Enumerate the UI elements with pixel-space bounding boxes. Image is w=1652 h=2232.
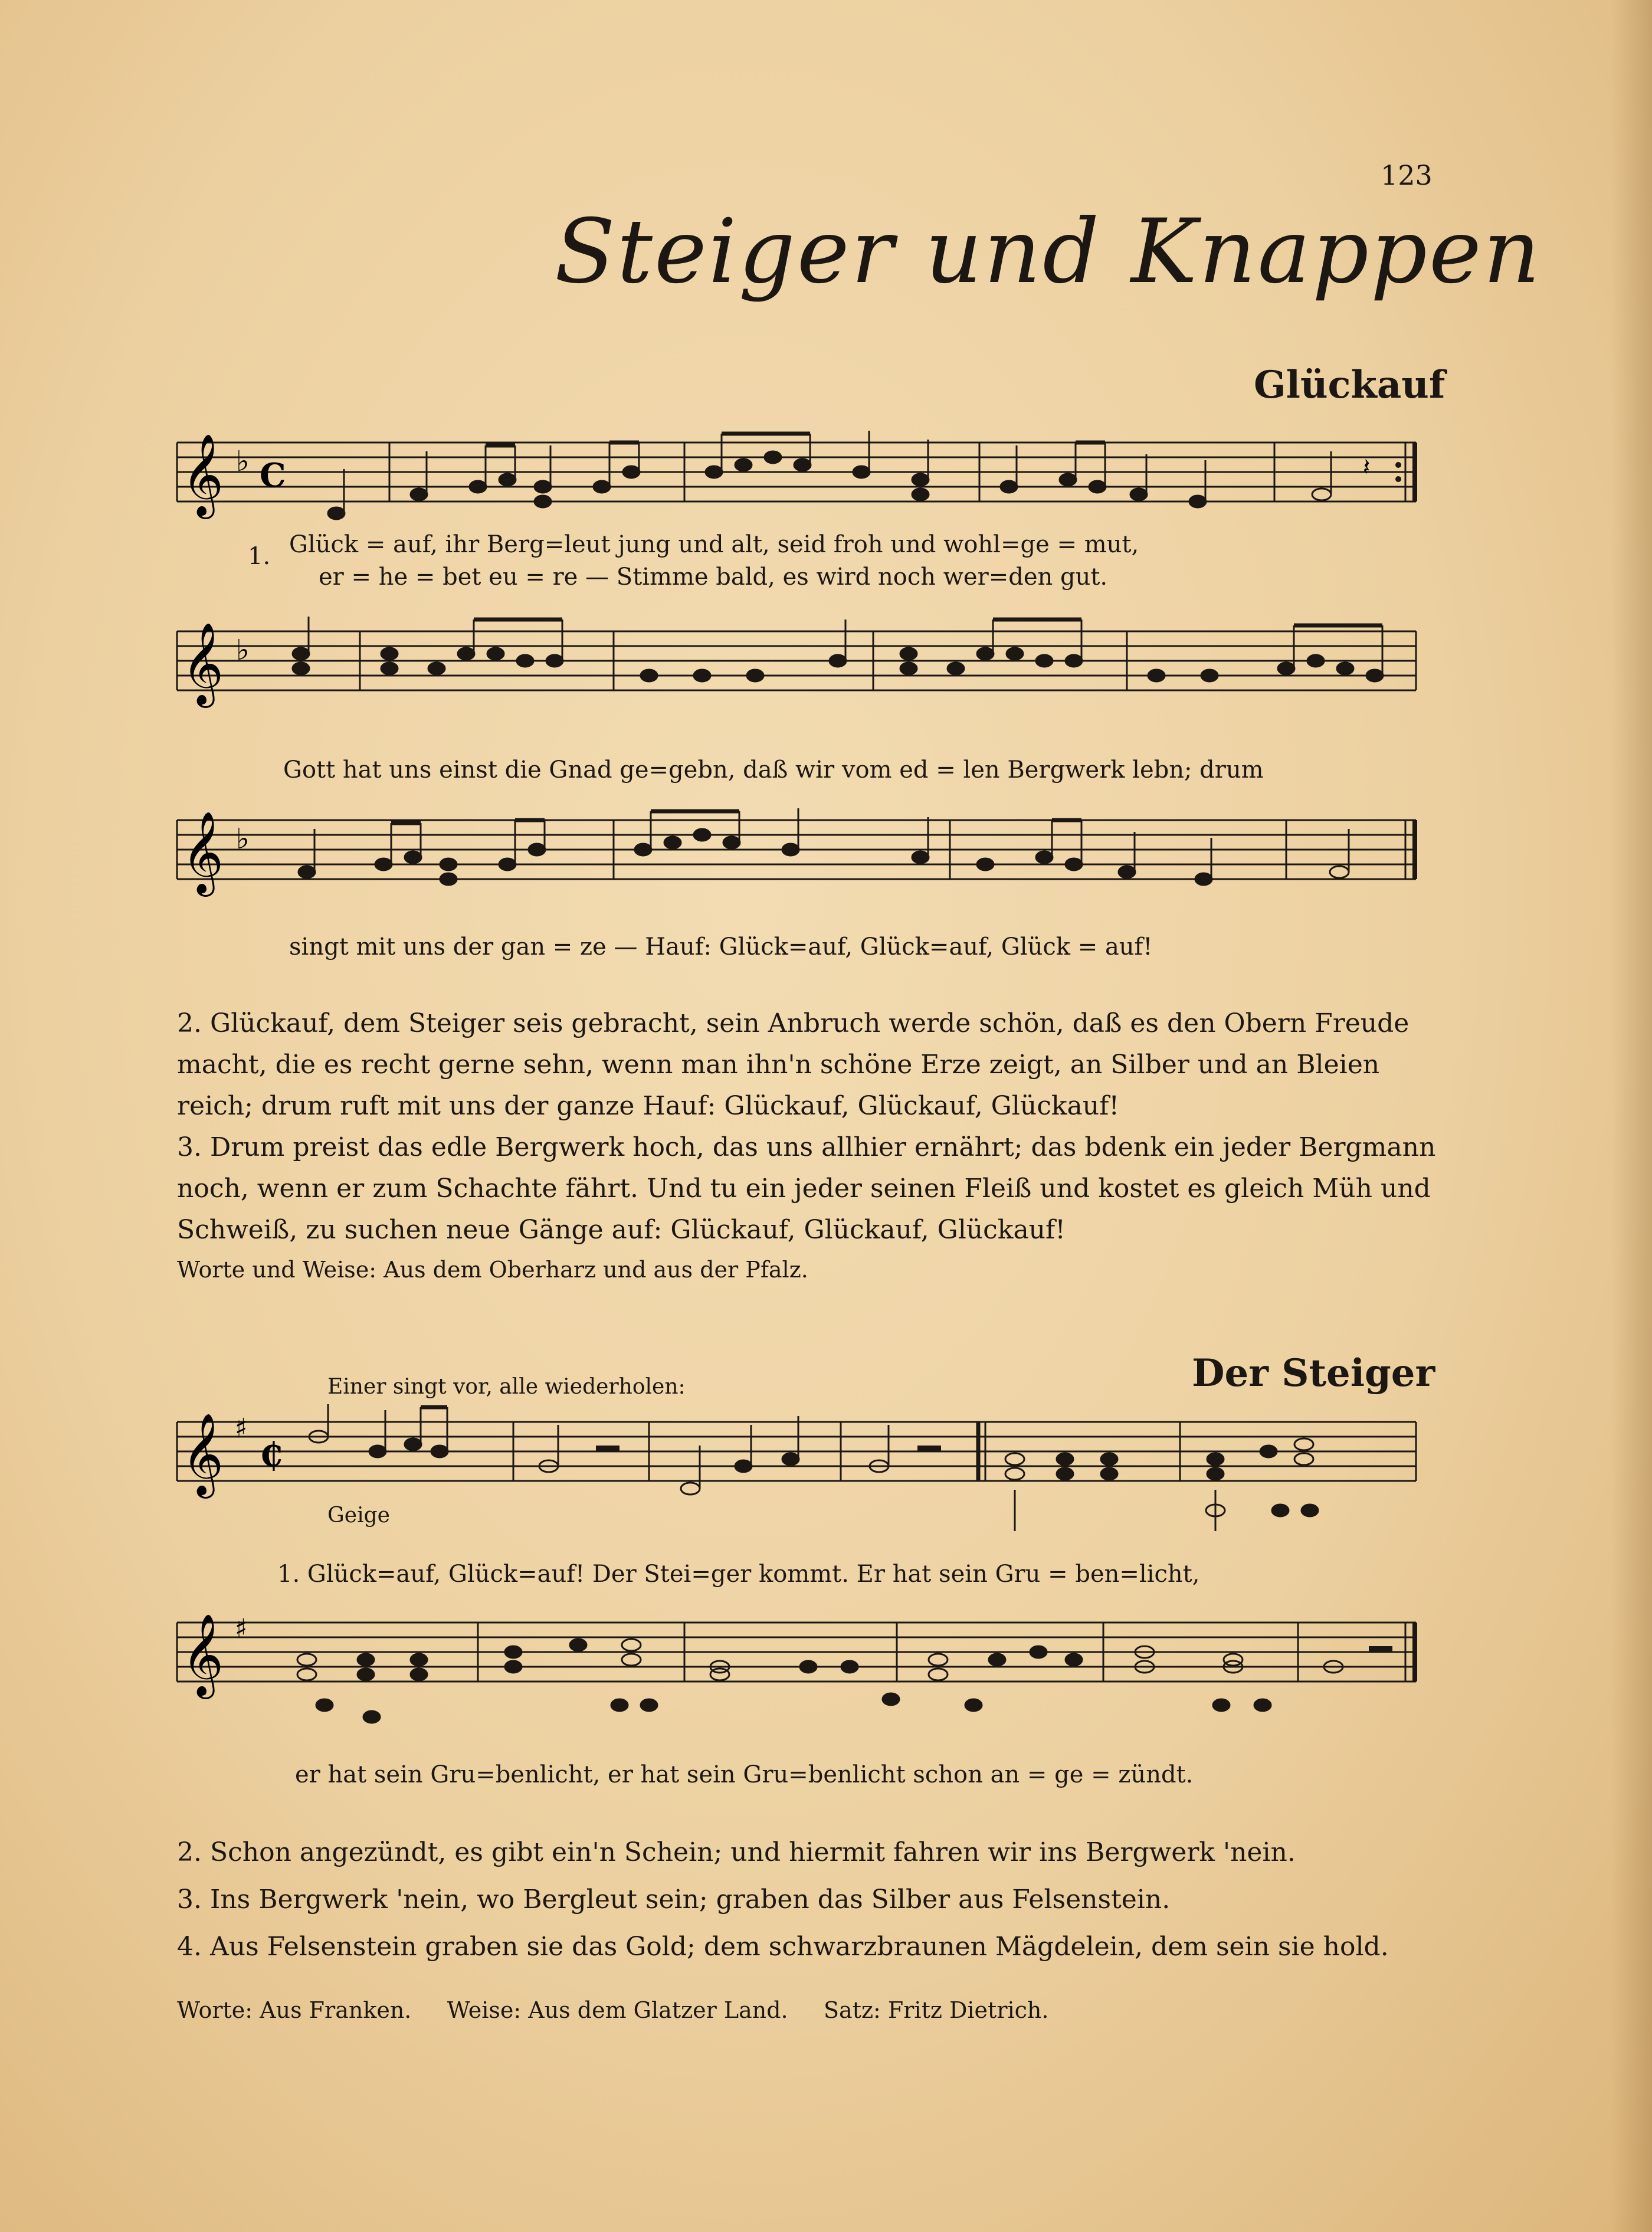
- song2-lyrics-line1: 1. Glück=auf, Glück=auf! Der Stei=ger kommt. Er hat sein Gru = ben=licht,: [277, 1561, 1200, 1588]
- music-staff-5: [171, 1605, 1428, 1741]
- treble-clef-icon: 𝄞: [182, 434, 224, 516]
- svg-text:𝄞: 𝄞: [182, 1413, 224, 1495]
- song2-verse-2: 2. Schon angezündt, es gibt ein'n Schein; und hiermit fahren wir ins Bergwerk 'nein.: [177, 1837, 1296, 1867]
- song1-lyrics-line1a: Glück = auf, ihr Berg=leut jung und alt, seid froh und wohl=ge = mut,: [289, 531, 1139, 558]
- song-title-glueckauf: Glückauf: [1254, 363, 1446, 407]
- verse-number-1: 1.: [248, 543, 271, 570]
- svg-text:♭: ♭: [236, 445, 250, 478]
- song1-verse-3: 3. Drum preist das edle Bergwerk hoch, das uns allhier ernährt; das bdenk ein jeder Bergmann noch, wenn er zum Schachte fährt. Und tu ein jeder seinen Fleiß und kostet es gleich Müh und Schweiß, zu suchen neue Gänge auf: Glückauf, Glückauf, Glückauf!: [177, 1132, 1436, 1245]
- svg-text:𝄞: 𝄞: [182, 1614, 224, 1696]
- svg-text:𝄞: 𝄞: [182, 622, 224, 704]
- music-staff-2: [171, 614, 1428, 749]
- music-staff-3: [171, 802, 1428, 938]
- svg-text:₵: ₵: [260, 1435, 283, 1474]
- song2-verse-4: 4. Aus Felsenstein graben sie das Gold; dem schwarzbraunen Mägdelein, dem sein sie hold.: [177, 1932, 1389, 1962]
- song1-verse-2: 2. Glückauf, dem Steiger seis gebracht, sein Anbruch werde schön, daß es den Obern Freude macht, die es recht gerne sehn, wenn man ihn'n schöne Erze zeigt, an Silber und an Bleien reich; drum ruft mit uns der ganze Hauf: Glückauf, Glückauf, Glückauf!: [177, 1008, 1410, 1121]
- page-edge-shadow: [1611, 0, 1652, 2232]
- svg-text:♯: ♯: [235, 1614, 248, 1644]
- song1-lyrics-line3: singt mit uns der gan = ze — Hauf: Glück=auf, Glück=auf, Glück = auf!: [289, 933, 1153, 961]
- svg-text:𝄽: 𝄽: [1363, 454, 1371, 481]
- page-number: 123: [1381, 159, 1433, 191]
- svg-text:♯: ♯: [235, 1413, 248, 1443]
- note-heads-staff-1: [328, 431, 1331, 519]
- song1-credits: Worte und Weise: Aus dem Oberharz und aus der Pfalz.: [177, 1257, 808, 1283]
- svg-text:𝄞: 𝄞: [182, 811, 224, 893]
- section-title: Steiger und Knappen: [555, 201, 1542, 303]
- instrument-label: Geige: [327, 1503, 390, 1528]
- song1-lyrics-line1b: er = he = bet eu = re — Stimme bald, es wird noch wer=den gut.: [319, 563, 1108, 591]
- song2-instruction: Einer singt vor, alle wiederholen:: [327, 1375, 686, 1399]
- svg-text:C: C: [260, 456, 286, 495]
- song2-lyrics-line2: er hat sein Gru=benlicht, er hat sein Gru=benlicht schon an = ge = zündt.: [295, 1761, 1194, 1788]
- song-title-der-steiger: Der Steiger: [1192, 1351, 1435, 1395]
- song1-lyrics-line2: Gott hat uns einst die Gnad ge=gebn, daß wir vom ed = len Bergwerk lebn; drum: [283, 756, 1264, 784]
- svg-text:♭: ♭: [236, 822, 250, 856]
- song2-verse-3: 3. Ins Bergwerk 'nein, wo Bergleut sein; graben das Silber aus Felsenstein.: [177, 1884, 1171, 1915]
- song2-credits: Worte: Aus Franken. Weise: Aus dem Glatzer Land. Satz: Fritz Dietrich.: [177, 1997, 1049, 2023]
- svg-text:♭: ♭: [236, 634, 250, 667]
